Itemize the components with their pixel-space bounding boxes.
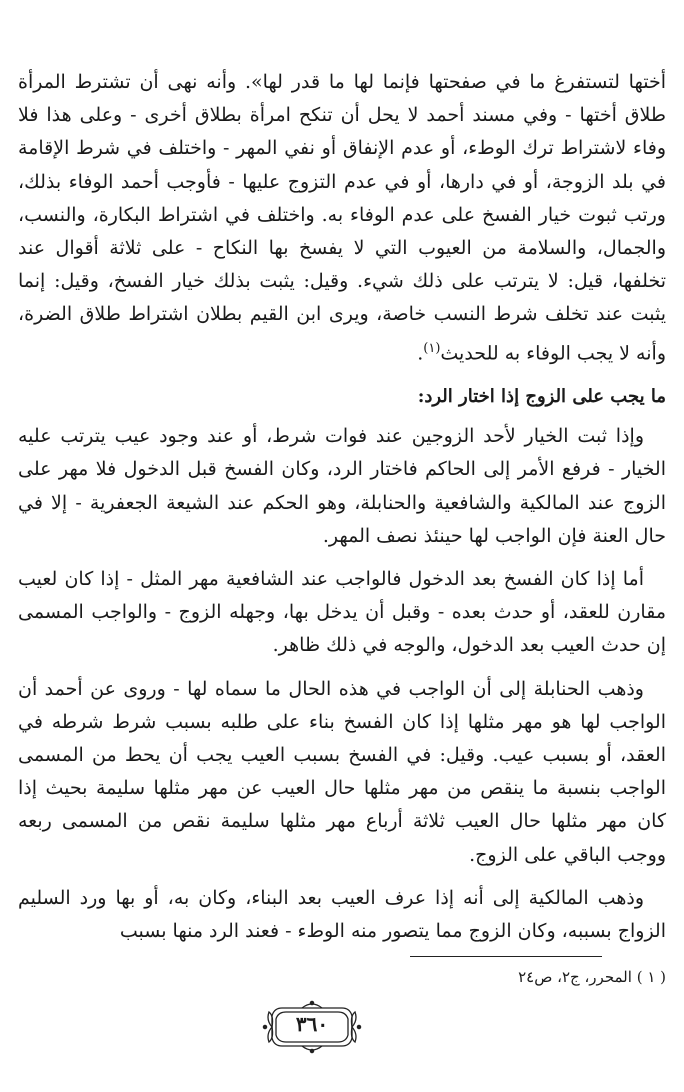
paragraph-1	[18, 66, 666, 370]
page-number: ٣٦٠	[295, 1012, 329, 1036]
page-number-ornament	[262, 998, 362, 1056]
paragraph-gap	[18, 872, 666, 882]
page-body	[18, 66, 666, 948]
footnote: ( ١ ) المحرر، ج٢، ص٢٤	[518, 968, 666, 986]
paragraph-gap	[18, 553, 666, 563]
footnote-reference[interactable]: (١)	[423, 340, 441, 356]
paragraph-4: وذهب الحنابلة إلى أن الواجب في هذه الحال ما سماه لها - وروى عن أحمد أن الواجب لها هو مهر مثلها إذا كان الفسخ بناء على طلبه بسبب شرط شرطه في العقد، أو بسبب عيب. وقيل: في الفسخ بسبب العيب يجب أن يحط من المسمى الواجب بنسبة ما ينقص من مهر مثلها حال العيب عن مهر مثلها سليمة بحيث إذا كان مهر مثلها حال العيب ثلاثة أرباع مهر مثلها سليمة نقص من المسمى ربعه ووجب الباقي على الزوج.	[18, 677, 666, 866]
paragraph-1-end: .	[417, 341, 424, 364]
paragraph-gap	[18, 663, 666, 673]
section-heading: ما يجب على الزوج إذا اختار الرد:	[417, 386, 666, 408]
paragraph-3: أما إذا كان الفسخ بعد الدخول فالواجب عند الشافعية مهر المثل - إذا كان لعيب مقارن للعقد، أو حدث بعده - وقبل أن يدخل بها، وجهله الزوج - والواجب المسمى إن حدث العيب بعد الدخول، والوجه في ذلك ظاهر.	[18, 567, 666, 657]
paragraph-1-text: أختها لتستفرغ ما في صفحتها فإنما لها ما قدر لها». وأنه نهى أن تشترط المرأة طلاق أختها - وفي مسند أحمد لا يحل أن تنكح امرأة بطلاق أخرى - وعلى هذا فلا وفاء لاشتراط ترك الوطء، أو عدم الإنفاق أو نفي المهر - واختلف في شرط الإقامة في بلد الزوجة، أو في دارها، أو في عدم التزوج عليها - فأوجب أحمد الوفاء بذلك، ورتب ثبوت خيار الفسخ على عدم الوفاء به. واختلف في اشتراط البكارة، والنسب، والجمال، والسلامة من العيوب التي لا يفسخ بها النكاح - على ثلاثة أقوال عند تخلفها، قيل: لا يترتب على ذلك شيء. وقيل: يثبت بذلك خيار الفسخ، وقيل: إنما يثبت عند تخلف شرط النسب خاصة، ويرى ابن القيم بطلان اشتراط طلاق الضرة، وأنه لا يجب الوفاء به للحديث	[18, 71, 666, 364]
paragraph-5: وذهب المالكية إلى أنه إذا عرف العيب بعد البناء، وكان به، أو بها ورد السليم الزواج بسببه، وكان الزوج مما يتصور منه الوطء - فعند الرد منها بسبب	[18, 886, 666, 942]
paragraph-2: وإذا ثبت الخيار لأحد الزوجين عند فوات شرط، أو عند وجود عيب يترتب عليه الخيار - فرفع الأمر إلى الحاكم فاختار الرد، وكان الفسخ قبل الدخول فلا مهر على الزوج عند المالكية والشافعية والحنابلة، وهو الحكم عند الشيعة الجعفرية - إلا في حال العنة فإن الواجب لها حينئذ نصف المهر.	[18, 425, 667, 547]
footnote-divider	[410, 956, 602, 957]
